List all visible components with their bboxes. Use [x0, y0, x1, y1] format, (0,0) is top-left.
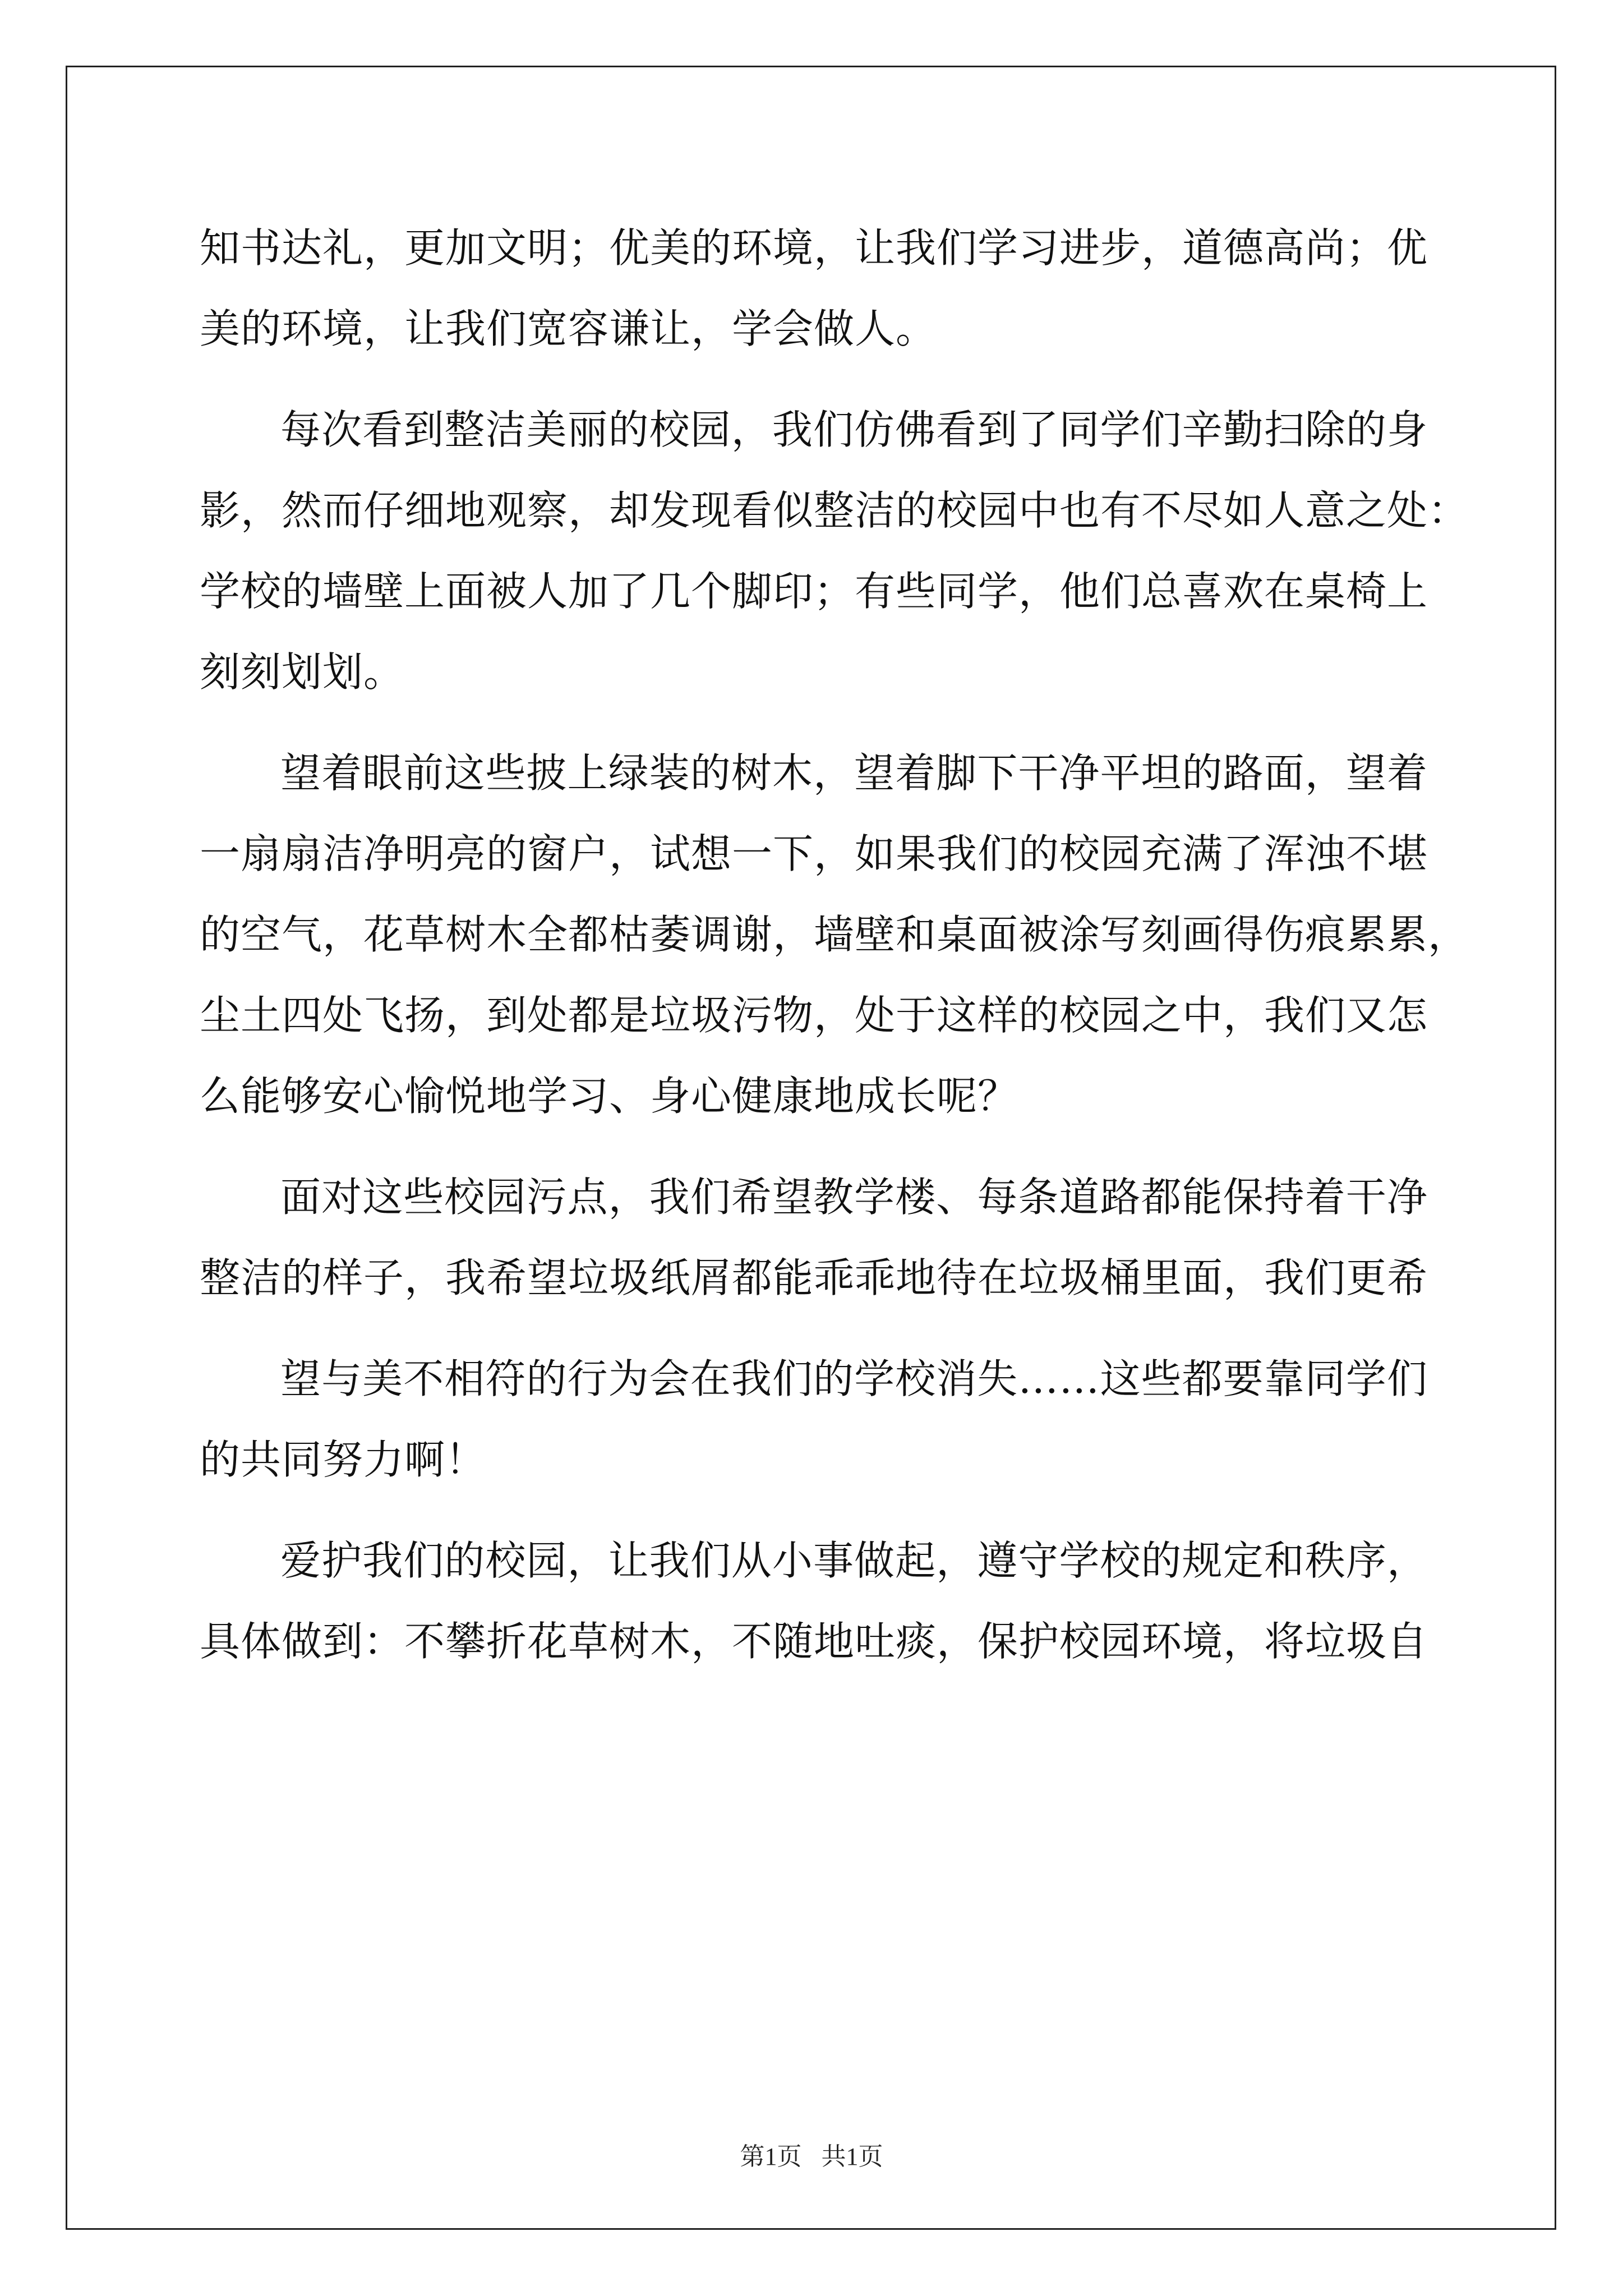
- paragraph-line: 一扇扇洁净明亮的窗户，试想一下，如果我们的校园充满了浑浊不堪: [200, 830, 1428, 877]
- paragraph-line: 尘土四处飞扬，到处都是垃圾污物，处于这样的校园之中，我们又怎: [200, 992, 1428, 1039]
- paragraph-line: 爱护我们的校园，让我们从小事做起，遵守学校的规定和秩序，: [280, 1537, 1428, 1584]
- document-body: [200, 208, 1469, 1682]
- paragraph-line: 每次看到整洁美丽的校园，我们仿佛看到了同学们辛勤扫除的身: [280, 406, 1428, 453]
- page-total: 共1页: [821, 2143, 883, 2170]
- paragraph-line: 影，然而仔细地观察，却发现看似整洁的校园中也有不尽如人意之处：: [200, 487, 1469, 534]
- paragraph-line: 刻刻划划。: [200, 648, 405, 696]
- paragraph-line: 具体做到：不攀折花草树木，不随地吐痰，保护校园环境，将垃圾自: [200, 1618, 1428, 1665]
- paragraph-line: 整洁的样子，我希望垃圾纸屑都能乖乖地待在垃圾桶里面，我们更希: [200, 1254, 1428, 1301]
- page-number: 第1页: [740, 2143, 802, 2170]
- paragraph-line: 的共同努力啊！: [200, 1436, 487, 1483]
- paragraph-line: 知书达礼，更加文明；优美的环境，让我们学习进步，道德高尚；优: [200, 224, 1428, 272]
- paragraph-line: 望着眼前这些披上绿装的树木，望着脚下干净平坦的路面，望着: [280, 749, 1428, 797]
- paragraph-line: 学校的墙壁上面被人加了几个脚印；有些同学，他们总喜欢在桌椅上: [200, 568, 1428, 615]
- paragraph-line: 美的环境，让我们宽容谦让，学会做人。: [200, 305, 937, 352]
- paragraph-line: 么能够安心愉悦地学习、身心健康地成长呢？: [200, 1073, 1019, 1120]
- paragraph-line: 望与美不相符的行为会在我们的学校消失……这些都要靠同学们: [280, 1355, 1428, 1402]
- page-footer: [0, 2136, 1623, 2172]
- paragraph-line: 面对这些校园污点，我们希望教学楼、每条道路都能保持着干净: [280, 1174, 1428, 1221]
- paragraph-line: 的空气，花草树木全都枯萎调谢，墙壁和桌面被涂写刻画得伤痕累累，: [200, 911, 1469, 958]
